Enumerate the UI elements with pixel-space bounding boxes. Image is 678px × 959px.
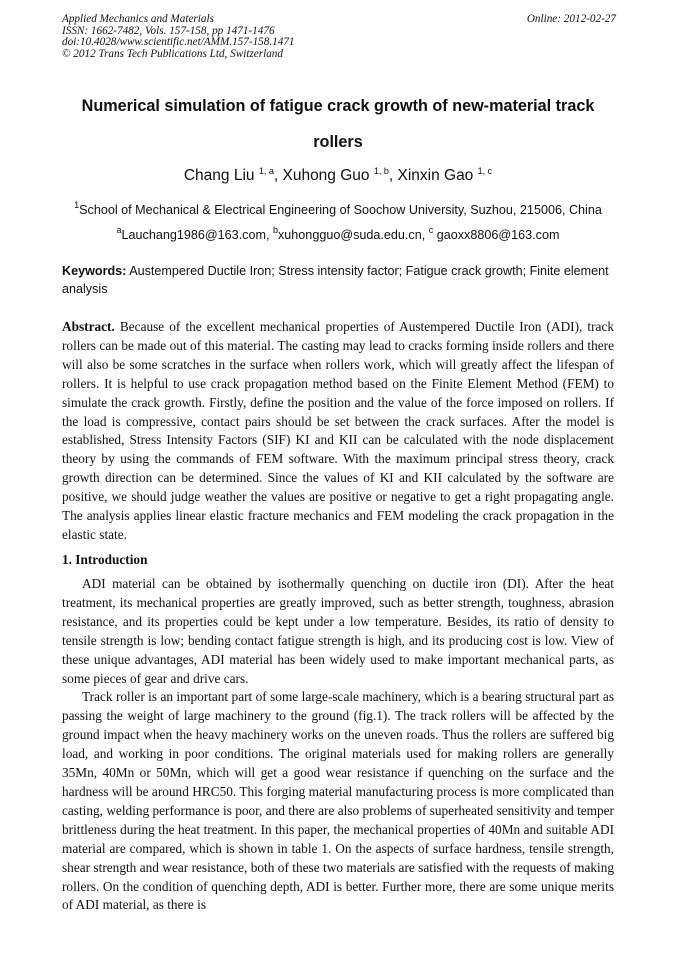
author-name: Chang Liu [183,167,255,184]
title-line-2: rollers [313,133,363,151]
email-link[interactable]: gaoxx8806@163.com [436,228,560,242]
separator: , [265,228,273,242]
email-mark: b [272,225,278,235]
author-name: Xinxin Gao [397,167,474,184]
author-affiliation-mark: 1, a [258,166,274,176]
paper-title [62,88,614,160]
affiliation-mark: 1 [74,200,80,210]
separator: , [421,228,429,242]
email-mark: a [116,225,122,235]
keywords-label: Keywords: [62,264,127,278]
abstract-label: Abstract. [62,319,115,334]
email-mark: c [428,225,434,235]
online-date: Online: 2012-02-27 [526,13,616,25]
affiliation [62,201,614,219]
author-list [62,166,614,186]
section-heading-introduction: 1. Introduction [62,552,148,567]
paragraph: Track roller is an important part of some large-scale machinery, which is a bearing structural part as passing the weight of large machinery to the ground (fig.1). The track rollers will be affected by the ground impact when the heavy machinery works on the uneven roads. Thus the rollers are suffered big load, and working in poor conditions. The original materials used for making rollers are generally 35Mn, 40Mn or 50Mn, which will get a good wear resistance if quenching on the surface and the hardness will be around HRC50. This forging material manufacturing process is more complicated than casting, welding performance is poor, and there are also problems of superheated sensitivity and temper brittleness during the heat treatment. In this paper, the mechanical properties of 40Mn and suitable ADI material are compared, which is shown in table 1. On the aspects of surface hardness, tensile strength, shear strength and wear resistance, both of these two materials are satisfied with the requests of making rollers. On the condition of quenching depth, ADI is better. Further more, there are some unique merits of ADI material, as there is [62,689,614,913]
affiliation-text: School of Mechanical & Electrical Engineering of Soochow University, Suzhou, 215006, China [79,203,602,217]
email-link[interactable]: xuhongguo@suda.edu.cn [278,228,422,242]
author-name: Xuhong Guo [282,167,370,184]
title-line-1: Numerical simulation of fatigue crack growth of new-material track [81,97,595,115]
journal-name: Applied Mechanics and Materials [62,13,214,25]
separator: , [388,167,398,184]
paragraph: ADI material can be obtained by isothermally quenching on ductile iron (DI). After the heat treatment, its mechanical properties are greatly improved, such as better strength, toughness, abrasion resistance, and its properties could be kept under a low temperature. Besides, its ratio of density to tensile strength is low; bending contact fatigue strength is high, and its producing cost is low. View of these unique advantages, ADI material has been widely used to make important mechanical parts, as some pieces of gear and drive cars. [62,576,614,686]
abstract-text: Because of the excellent mechanical properties of Austempered Ductile Iron (ADI), track rollers can be made out of this material. The casting may lead to cracks forming inside rollers and there will also be some scratches in the surface when rollers work, which will greatly affect the lifespan of rollers. It is helpful to use crack propagation method based on the Finite Element Method (FEM) to simulate the crack growth. Firstly, define the position and the value of the force imposed on rollers. If the load is compressive, contact pairs should be set between the crack surfaces. After the model is established, Stress Intensity Factors (SIF) KI and KII can be calculated with the node displacement theory by using the commands of FEM software. With the maximum principal stress theory, crack growth direction can be determined. Since the values of KI and KII calculated by the software are positive, we should judge weather the values are positive or negative to get a right propagating angle. The analysis applies linear elastic fracture mechanics and FEM modeling the crack propagation in the elastic state. [62,319,615,542]
keywords [62,262,614,298]
issn-line: ISSN: 1662-7482, Vols. 157-158, pp 1471-1476 [62,24,275,37]
separator: , [273,167,283,184]
email-link[interactable]: Lauchang1986@163.com [121,228,266,242]
abstract [62,318,614,545]
author-affiliation-mark: 1, c [477,166,493,176]
introduction-body [62,575,614,915]
journal-header [62,14,295,60]
author-affiliation-mark: 1, b [373,166,389,176]
copyright-line: © 2012 Trans Tech Publications Ltd, Switzerland [62,47,283,60]
keywords-text: Austempered Ductile Iron; Stress intensity factor; Fatigue crack growth; Finite element analysis [62,264,609,296]
doi-line: doi:10.4028/www.scientific.net/AMM.157-158.1471 [62,36,295,49]
email-list [62,226,614,244]
